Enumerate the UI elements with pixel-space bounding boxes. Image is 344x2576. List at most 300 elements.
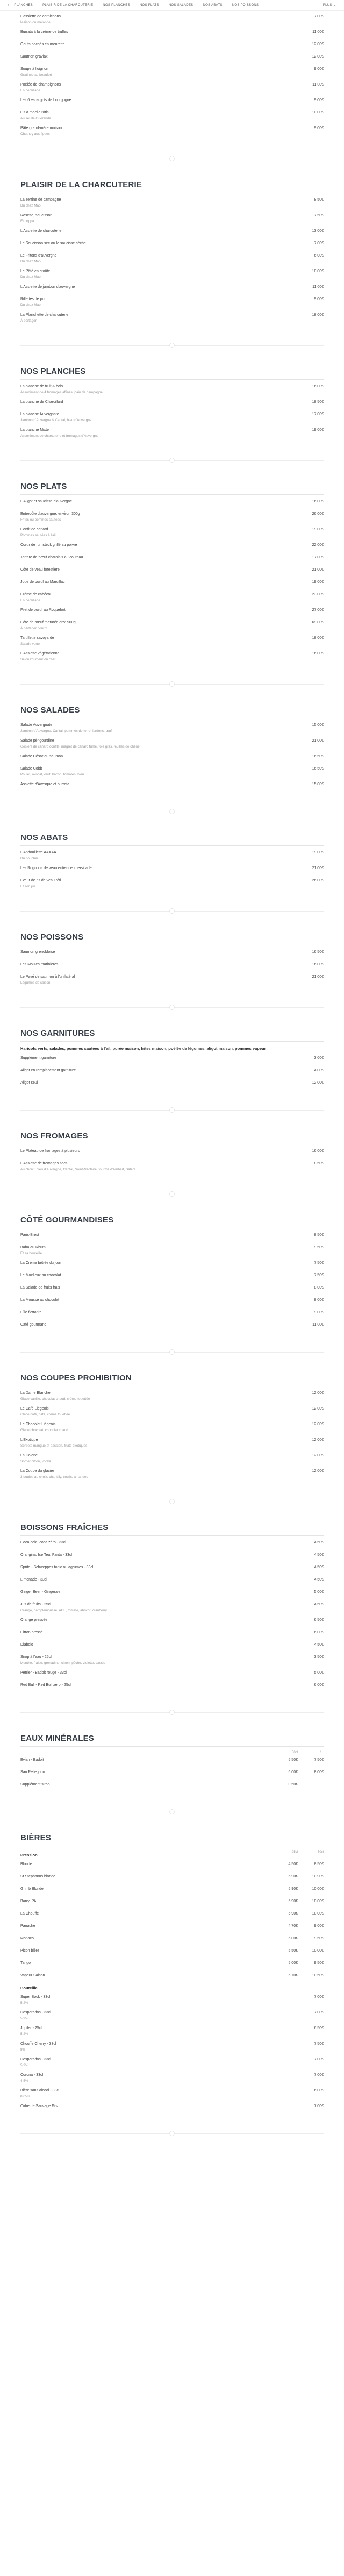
- item-price: 7.50€: [314, 2042, 324, 2046]
- item-name: Le Chocolat Liégeois: [20, 1422, 56, 1426]
- menu-item-info: [20, 580, 312, 585]
- item-description: Et son jus: [20, 885, 36, 888]
- menu-item: [20, 1936, 324, 1944]
- section-title: NOS FROMAGES: [20, 1132, 88, 1141]
- menu-item-info: [20, 1233, 314, 1238]
- menu-item-info: [20, 766, 312, 777]
- item-description: Maison ou mélange: [20, 20, 51, 24]
- menu-item-info: [20, 229, 312, 234]
- item-name: Rillettes de porc: [20, 297, 48, 301]
- menu-item: [20, 1683, 324, 1690]
- menu-section-poissons: [20, 917, 324, 993]
- item-name: L'Assiette de fromages secs: [20, 1162, 68, 1165]
- divider-ornament-icon: [169, 156, 175, 161]
- menu-item: [20, 974, 324, 985]
- item-price: 12.00€: [312, 1438, 324, 1442]
- item-name: Soupe à l'oignon: [20, 67, 48, 71]
- item-name: Aligot en remplacement garniture: [20, 1069, 76, 1072]
- menu-item: [20, 1642, 324, 1650]
- menu-item: [20, 1630, 324, 1638]
- section-title: NOS COUPES PROHIBITION: [20, 1374, 132, 1383]
- menu-item: [20, 400, 324, 407]
- section-divider: [20, 2127, 324, 2140]
- item-price: 8.00€: [314, 1298, 324, 1302]
- menu-item-info: [20, 1782, 280, 1788]
- item-description: Jambon d'Auvergne, Cantal, pommes de terre, lardons, œuf: [20, 729, 112, 733]
- menu-section-bieres: [20, 1818, 324, 2119]
- item-name: Cœur de rumsteck grillé au poivre: [20, 543, 77, 547]
- item-name: Assiette d'Avesque et burrata: [20, 782, 70, 786]
- item-description: 5.2%: [20, 2001, 28, 2005]
- menu-item-info: [20, 2104, 314, 2109]
- menu-content: [0, 11, 344, 2140]
- section-divider: [20, 1187, 324, 1200]
- item-price: 16.00€: [312, 500, 324, 503]
- item-description: Du boucher: [20, 857, 39, 860]
- menu-item: [20, 1233, 324, 1240]
- item-description: En persillade: [20, 599, 40, 602]
- item-name: Jus de fruits - 25cl: [20, 1603, 51, 1606]
- section-title: NOS ABATS: [20, 833, 68, 842]
- item-price: 4.50€: [314, 1643, 324, 1647]
- menu-item-info: [20, 878, 312, 889]
- menu-item-info: [20, 241, 314, 246]
- item-description: Au sel de Guérande: [20, 117, 51, 120]
- divider-ornament-icon: [169, 1499, 175, 1504]
- item-price: 7.00€: [314, 2011, 324, 2015]
- menu-item-info: [20, 98, 314, 103]
- item-description: 5.2%: [20, 2032, 28, 2036]
- item-description: Du chez Mao: [20, 275, 41, 279]
- section-note: Haricots verts, salades, pommes sautées à l'ail, purée maison, frites maison, poêlée de légumes, aligot maison, pommes vapeur: [20, 1046, 266, 1051]
- item-price: 21.00€: [312, 866, 324, 870]
- item-name: La Colonel: [20, 1454, 39, 1457]
- item-price: 19.00€: [312, 851, 324, 855]
- divider-ornament-icon: [169, 1107, 175, 1113]
- item-name: Filet de bœuf au Roquefort: [20, 608, 66, 612]
- item-name: Rosette, saucisson: [20, 214, 53, 217]
- menu-item-info: [20, 620, 312, 631]
- menu-item: [20, 738, 324, 749]
- item-price: 5.90€: [288, 1899, 298, 1903]
- item-price: 8.50€: [314, 1862, 324, 1866]
- item-price: 9.00€: [314, 98, 324, 102]
- item-price: 6.50€: [314, 2026, 324, 2030]
- item-price: 5.50€: [288, 1949, 298, 1953]
- nav-item-nos-plats[interactable]: NOS PLATS: [139, 3, 159, 7]
- menu-item-info: [20, 543, 312, 548]
- menu-item: [20, 1782, 324, 1790]
- item-name: Evian - Badoit: [20, 1758, 44, 1762]
- menu-item-info: [20, 1056, 314, 1061]
- item-name: L'Assiette de charcuterie: [20, 229, 62, 233]
- column-header: 50cl: [317, 1851, 324, 1854]
- menu-item-info: [20, 636, 312, 646]
- menu-item-info: [20, 2026, 314, 2037]
- item-description: Assortiment de 4 fromages affinés, pain de campagne: [20, 390, 103, 394]
- section-divider: [20, 339, 324, 352]
- menu-item: [20, 850, 324, 861]
- menu-item-info: [20, 1874, 280, 1880]
- menu-item: [20, 2057, 324, 2068]
- section-title: BIÈRES: [20, 1833, 52, 1842]
- menu-item: [20, 1961, 324, 1968]
- item-name: Saumon gravlax: [20, 55, 48, 59]
- menu-item-info: [20, 1285, 314, 1291]
- menu-item-info: [20, 428, 312, 438]
- more-label: PLUS: [322, 3, 332, 7]
- item-price: 4.70€: [288, 1924, 298, 1928]
- menu-section-fromages: [20, 1116, 324, 1180]
- item-description: Sorbets mangue et passion, fruits exotiques: [20, 1444, 88, 1448]
- item-price: 17.00€: [312, 412, 324, 416]
- menu-item: [20, 1298, 324, 1305]
- menu-item: [20, 1068, 324, 1076]
- menu-item-info: [20, 213, 314, 224]
- price-column-headers: [20, 1751, 324, 1754]
- menu-item: [20, 878, 324, 889]
- item-price: 16.50€: [312, 755, 324, 758]
- item-name: La Salade de fruits frais: [20, 1286, 60, 1290]
- item-description: À partager pour 2: [20, 627, 47, 630]
- menu-item: [20, 126, 324, 137]
- section-divider: [20, 1805, 324, 1818]
- menu-section-plats: [20, 467, 324, 670]
- more-menu-button[interactable]: [323, 3, 336, 7]
- item-prices: [280, 1973, 324, 1979]
- item-price: 15.00€: [312, 723, 324, 727]
- item-name: La Mousse au chocolat: [20, 1298, 59, 1302]
- item-prices: [280, 1874, 324, 1880]
- item-price: 7.00€: [314, 1995, 324, 1999]
- item-price: 4.50€: [314, 1578, 324, 1582]
- menu-item: [20, 1273, 324, 1280]
- item-name: Orange pressée: [20, 1618, 48, 1622]
- section-divider: [20, 805, 324, 818]
- item-price: 10.50€: [312, 1974, 324, 1977]
- item-price: [305, 1782, 324, 1788]
- item-price: 16.50€: [312, 950, 324, 954]
- menu-item: [20, 1056, 324, 1063]
- item-price: 18.00€: [312, 313, 324, 317]
- item-name: Limonade - 33cl: [20, 1578, 47, 1582]
- item-name: Le Moelleux au chocolat: [20, 1273, 61, 1277]
- item-price: 7.00€: [314, 15, 324, 18]
- menu-item: [20, 428, 324, 438]
- item-description: Du chez Mao: [20, 260, 41, 264]
- item-name: Orangina, Ice Tea, Fanta - 33cl: [20, 1553, 72, 1557]
- menu-item: [20, 754, 324, 762]
- item-price: 19.00€: [312, 428, 324, 432]
- menu-item: [20, 1322, 324, 1330]
- menu-section-planches: [20, 352, 324, 446]
- item-name: L'Île flottante: [20, 1311, 42, 1314]
- item-price: 7.50€: [314, 1758, 324, 1762]
- item-name: Tartiflette savoyarde: [20, 636, 54, 640]
- menu-item-info: [20, 850, 312, 861]
- item-price: 8.50€: [314, 1233, 324, 1237]
- item-price: 12.00€: [312, 55, 324, 59]
- item-price: 5.50€: [288, 1758, 298, 1762]
- item-name: La Crème brûlée du jour: [20, 1261, 61, 1265]
- item-name: Paris-Brest: [20, 1233, 39, 1237]
- item-name: Joue de bœuf au Marcillac: [20, 580, 65, 584]
- item-name: Ginger Beer - Gingerale: [20, 1590, 61, 1594]
- item-price: 4.50€: [314, 1565, 324, 1569]
- menu-item: [20, 67, 324, 77]
- item-name: Cœur de ris de veau rôti: [20, 879, 61, 883]
- item-name: Grimb Blonde: [20, 1887, 44, 1891]
- item-price: 5.00€: [314, 1671, 324, 1675]
- menu-item-info: [20, 1469, 312, 1479]
- menu-item-info: [20, 30, 312, 35]
- menu-item: [20, 30, 324, 37]
- item-price: 7.00€: [314, 241, 324, 245]
- item-description: Et sa bouteille: [20, 1251, 42, 1255]
- subhead-pression: Pression: [20, 1853, 38, 1858]
- menu-item-info: [20, 1757, 280, 1763]
- divider-ornament-icon: [169, 343, 175, 348]
- item-name: Crème de cabécou: [20, 593, 53, 596]
- title-rule: [20, 379, 324, 380]
- nav-item-nos-planches[interactable]: NOS PLANCHES: [103, 3, 130, 7]
- item-price: 10.00€: [312, 269, 324, 273]
- menu-item: [20, 2010, 324, 2021]
- menu-item-info: [20, 412, 312, 423]
- menu-item-info: [20, 782, 312, 787]
- item-prices: [280, 1936, 324, 1941]
- menu-item-info: [20, 962, 312, 967]
- item-price: 69.00€: [312, 621, 324, 624]
- menu-item: [20, 555, 324, 563]
- menu-item: [20, 1874, 324, 1882]
- menu-item: [20, 2088, 324, 2099]
- title-rule: [20, 1041, 324, 1042]
- menu-item: [20, 241, 324, 248]
- item-description: 0.05%: [20, 2095, 31, 2098]
- item-price: 12.00€: [312, 1422, 324, 1426]
- item-price: 13.00€: [312, 229, 324, 233]
- top-navigation: [0, 0, 344, 11]
- item-description: Glace vanille, chocolat chaud, crème fouettée: [20, 1397, 90, 1401]
- item-price: 16.00€: [312, 652, 324, 656]
- item-name: Côte de bœuf maturée env. 900g: [20, 621, 76, 624]
- menu-item: [20, 2041, 324, 2052]
- item-price: 11.00€: [312, 83, 324, 87]
- menu-item-info: [20, 1655, 314, 1666]
- item-name: Saumon grenobloise: [20, 950, 55, 954]
- menu-item-info: [20, 1553, 314, 1558]
- nav-item-nos-abats[interactable]: NOS ABATS: [203, 3, 223, 7]
- menu-item: [20, 1887, 324, 1894]
- item-price: 6.00€: [314, 2089, 324, 2093]
- item-price: 4.50€: [314, 1603, 324, 1606]
- item-name: L'Andouillette AAAAA: [20, 851, 56, 855]
- item-name: L'Assiette de jambon d'auvergne: [20, 285, 75, 289]
- menu-item-info: [20, 1887, 280, 1892]
- menu-item-info: [20, 1577, 314, 1583]
- menu-section-boissons-fraiches: [20, 1508, 324, 1698]
- menu-item: [20, 297, 324, 308]
- divider-ornament-icon: [169, 1349, 175, 1355]
- title-rule: [20, 845, 324, 846]
- menu-item: [20, 1285, 324, 1293]
- menu-item-info: [20, 67, 314, 77]
- menu-section-garnitures: [20, 1014, 324, 1096]
- item-price: 8.50€: [314, 1162, 324, 1165]
- item-price: 10.00€: [312, 111, 324, 115]
- menu-item-info: [20, 2010, 314, 2021]
- item-price: 0.50€: [288, 1783, 298, 1787]
- item-price: 4.50€: [314, 1553, 324, 1557]
- item-description: Au choix : bleu d'Auvergne, Cantal, Saint-Nectaire, fourme d'Ambert, Salers: [20, 1168, 136, 1171]
- item-description: Assortiment de charcuterie et fromages d'Auvergne: [20, 434, 99, 438]
- menu-item-info: [20, 2073, 314, 2083]
- item-name: Tartare de bœuf charolais au couteau: [20, 556, 83, 559]
- menu-item-info: [20, 1602, 314, 1613]
- item-price: 8.00€: [314, 1770, 324, 1774]
- menu-item-info: [20, 1899, 280, 1904]
- menu-item-info: [20, 1911, 280, 1917]
- menu-item: [20, 620, 324, 631]
- item-prices: [280, 1911, 324, 1917]
- item-name: Sirop à l'eau - 25cl: [20, 1655, 52, 1659]
- nav-item-nos-salades[interactable]: NOS SALADES: [168, 3, 194, 7]
- menu-item-info: [20, 1995, 314, 2005]
- item-price: 16.00€: [312, 963, 324, 966]
- menu-item: [20, 651, 324, 662]
- item-description: Chutney aux figues: [20, 132, 50, 136]
- nav-prev-icon[interactable]: ‹: [8, 3, 9, 7]
- item-description: Frites ou pommes sautées: [20, 518, 61, 522]
- item-description: En persillade: [20, 89, 40, 92]
- menu-item-info: [20, 723, 312, 734]
- item-name: Tango: [20, 1961, 31, 1965]
- menu-item-info: [20, 2088, 314, 2099]
- item-price: 9.00€: [314, 126, 324, 130]
- item-price: 7.00€: [314, 2058, 324, 2061]
- item-price: 7.00€: [314, 2104, 324, 2108]
- item-name: Monaco: [20, 1937, 34, 1940]
- column-header: 50cl: [291, 1751, 298, 1754]
- item-name: Aligot seul: [20, 1081, 38, 1085]
- item-name: Le Café Liégeois: [20, 1407, 49, 1411]
- section-title: NOS SALADES: [20, 706, 80, 715]
- menu-item: [20, 1670, 324, 1678]
- item-price: 18.00€: [312, 636, 324, 640]
- item-description: 8%: [20, 2048, 26, 2052]
- menu-item: [20, 1422, 324, 1433]
- item-price: 10.00€: [312, 1949, 324, 1953]
- item-price: 9.00€: [314, 1924, 324, 1928]
- menu-item-info: [20, 754, 312, 759]
- menu-item: [20, 42, 324, 49]
- item-description: Du chez Mao: [20, 204, 41, 208]
- menu-item-info: [20, 608, 312, 613]
- item-price: 3.00€: [314, 1056, 324, 1060]
- item-description: Pommes sautées à l'ail: [20, 533, 56, 537]
- item-name: Supplément sirop: [20, 1783, 50, 1787]
- menu-item-info: [20, 1862, 280, 1867]
- item-price: 21.00€: [312, 975, 324, 979]
- menu-item-info: [20, 1261, 314, 1266]
- item-price: 12.00€: [312, 42, 324, 46]
- menu-item-info: [20, 384, 312, 395]
- item-price: 9.50€: [314, 1961, 324, 1965]
- menu-item: [20, 1618, 324, 1625]
- item-name: Burrata à la crème de truffes: [20, 30, 68, 34]
- section-divider: [20, 1706, 324, 1719]
- item-prices: [280, 1862, 324, 1867]
- item-price: 5.00€: [288, 1937, 298, 1940]
- menu-item-info: [20, 651, 312, 662]
- item-name: Confit de canard: [20, 528, 48, 531]
- nav-item-nos-poissons[interactable]: NOS POISSONS: [232, 3, 259, 7]
- menu-item: [20, 1245, 324, 1256]
- menu-item: [20, 1862, 324, 1869]
- item-price: 9.00€: [314, 67, 324, 71]
- menu-item-info: [20, 1080, 312, 1086]
- item-price: 17.00€: [312, 556, 324, 559]
- menu-item-info: [20, 1453, 312, 1464]
- nav-item-planches[interactable]: PLANCHES: [14, 3, 33, 7]
- divider-ornament-icon: [169, 809, 175, 814]
- menu-item: [20, 1469, 324, 1479]
- menu-item: [20, 636, 324, 646]
- item-name: Salade César au saumon: [20, 755, 63, 758]
- menu-item: [20, 1453, 324, 1464]
- item-name: La Dame Blanche: [20, 1391, 51, 1395]
- item-name: Desperados - 33cl: [20, 2058, 51, 2061]
- item-price: 9.00€: [314, 297, 324, 301]
- item-price: 10.00€: [312, 1899, 324, 1903]
- item-price: 5.90€: [288, 1875, 298, 1878]
- menu-section-apero: [20, 11, 324, 145]
- menu-item-info: [20, 1422, 312, 1433]
- divider-ornament-icon: [169, 1005, 175, 1010]
- item-price: 22.00€: [312, 543, 324, 547]
- item-name: Le Saucisson sec ou le saucisse sèche: [20, 241, 86, 245]
- menu-item-info: [20, 110, 312, 121]
- item-name: Pâté grand-mère maison: [20, 126, 62, 130]
- section-title: NOS PLANCHES: [20, 367, 86, 376]
- item-name: Cidre de Sauvage Fils: [20, 2104, 58, 2108]
- item-price: 12.00€: [312, 1407, 324, 1411]
- menu-item: [20, 1406, 324, 1417]
- menu-item-info: [20, 1068, 314, 1073]
- menu-item-info: [20, 1438, 312, 1448]
- divider-ornament-icon: [169, 1710, 175, 1715]
- item-price: 21.00€: [312, 739, 324, 743]
- menu-item-info: [20, 1618, 314, 1623]
- menu-item-info: [20, 592, 312, 603]
- section-title: NOS PLATS: [20, 482, 67, 491]
- menu-item: [20, 269, 324, 280]
- item-price: 6.00€: [314, 1631, 324, 1634]
- menu-item-info: [20, 1565, 314, 1570]
- menu-item-info: [20, 1642, 314, 1648]
- section-divider: [20, 905, 324, 917]
- menu-item: [20, 412, 324, 423]
- item-description: Salade verte: [20, 642, 40, 646]
- menu-section-abats: [20, 818, 324, 897]
- nav-item-charcuterie[interactable]: PLAISIR DE LA CHARCUTERIE: [42, 3, 94, 7]
- item-name: San Pellegrino: [20, 1770, 45, 1774]
- divider-ornament-icon: [169, 681, 175, 687]
- item-price: 15.00€: [312, 782, 324, 786]
- item-prices: [280, 1782, 324, 1788]
- item-name: La planche de Charcillard: [20, 400, 63, 404]
